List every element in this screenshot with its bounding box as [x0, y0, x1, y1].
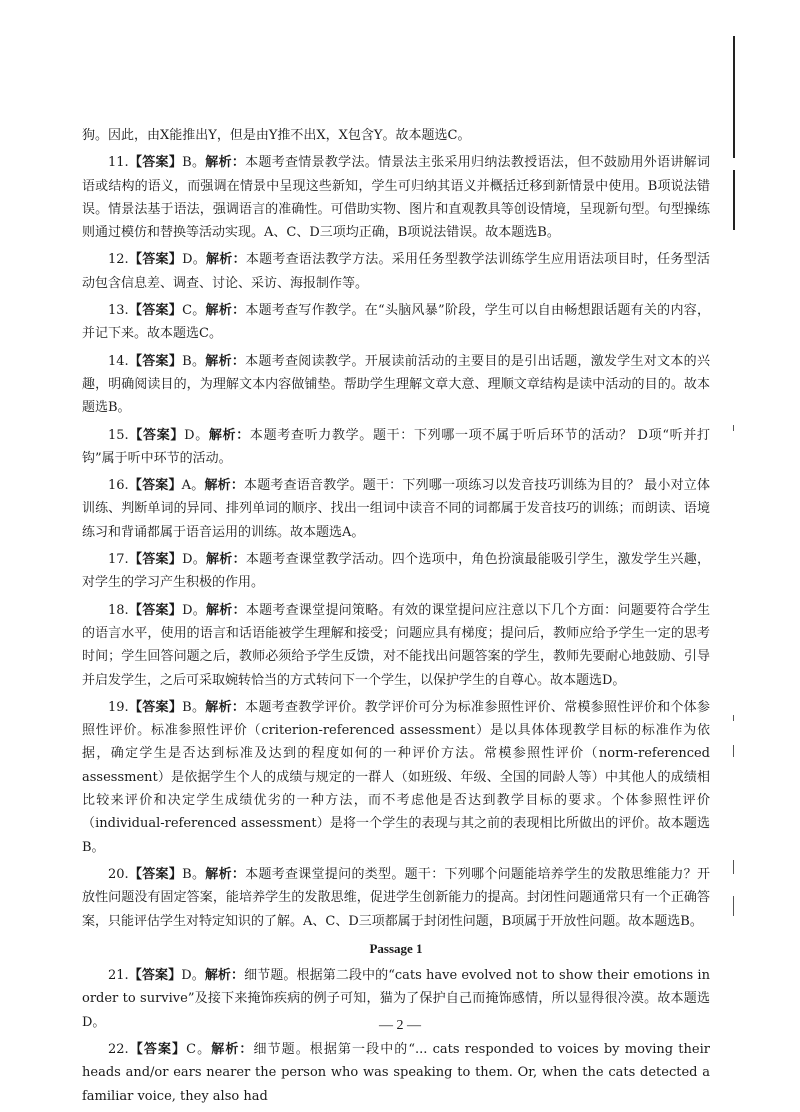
answer-value: D。: [184, 427, 209, 443]
question-number: 22.: [108, 1041, 129, 1057]
answer-bracket-open: 【: [128, 353, 143, 369]
scan-edge-line: [733, 170, 735, 230]
answer-paragraph: [82, 474, 710, 544]
answer-bracket-close: 】: [168, 602, 183, 618]
answer-label: 答案: [143, 1041, 173, 1057]
analysis-label: 解析：: [208, 427, 250, 443]
answer-bracket-open: 【: [128, 866, 143, 882]
answer-bracket-close: 】: [172, 1041, 187, 1057]
answer-bracket-close: 】: [168, 968, 182, 984]
answer-bracket-close: 】: [168, 155, 183, 171]
analysis-label: 解析：: [205, 866, 246, 882]
scan-edge-mark: [733, 860, 734, 874]
question-number: 17.: [108, 552, 129, 568]
answer-paragraph: [82, 424, 710, 471]
answer-paragraph: [82, 599, 710, 692]
answer-bracket-open: 【: [128, 155, 143, 171]
answer-text-body: [82, 124, 710, 1112]
analysis-text: 本题考查语法教学方法。采用任务型教学法训练学生应用语法项目时，任务型活动包含信息差、调查、讨论、采访、海报制作等。: [82, 252, 710, 291]
scan-edge-line: [733, 36, 735, 158]
answer-label: 答案: [142, 866, 169, 882]
analysis-text: 本题考查情景教学法。情景法主张采用归纳法教授语法，但不鼓励用外语讲解词语或结构的语义，而强调在情景中呈现这些新知，学生可归纳其语义并概括迁移到新情景中使用。B项说法错误。情景法基于语法，强调语言的准确性。可借助实物、图片和直观教具等创设情境，呈现新句型。句型操练则通过模仿和替换等活动实现。A、C、D三项均正确，B项说法错误。故本题选B。: [82, 155, 710, 241]
answer-label: 答案: [142, 353, 169, 369]
answer-bracket-close: 】: [168, 303, 183, 319]
analysis-text: 本题考查课堂教学活动。四个选项中，角色扮演最能吸引学生，激发学生兴趣，对学生的学习产生积极的作用。: [82, 552, 710, 591]
analysis-text: 细节题。根据第二段中的“cats have evolved not to show their emotions in order to survive”及接下来掩饰疾病的例子可知，猫为了保护自己而掩饰感情，所以显得很冷漠。故本题选D。: [82, 968, 710, 1030]
question-number: 15.: [108, 427, 129, 443]
question-number: 16.: [108, 478, 129, 494]
answer-bracket-close: 】: [168, 552, 183, 568]
analysis-label: 解析：: [205, 353, 246, 369]
scan-edge-mark: [733, 896, 734, 916]
question-number: 21.: [108, 968, 129, 984]
analysis-text: 本题考查语音教学。题干：下列哪一项练习以发音技巧训练为目的？ 最小对立体训练、判断单词的异同、排列单词的顺序、找出一组词中读音不同的词都属于发音技巧的训练；而朗读、语境练习和背诵都属于语音运用的训练。故本题选A。: [82, 478, 710, 540]
answer-bracket-open: 【: [128, 303, 143, 319]
page-number: — 2 —: [379, 1018, 421, 1033]
scan-edge-mark: [733, 425, 734, 431]
analysis-label: 解析：: [206, 552, 246, 568]
passage-answer-list: [82, 964, 710, 1108]
answer-paragraph: [82, 248, 710, 295]
analysis-label: 解析：: [211, 1041, 254, 1057]
analysis-text: 狗。因此，由X能推出Y，但是由Y推不出X，X包含Y。故本题选C。: [82, 128, 471, 143]
answer-value: D。: [182, 552, 207, 568]
answer-paragraph: [82, 151, 710, 244]
answer-value: D。: [182, 252, 207, 268]
answer-label: 答案: [142, 478, 169, 494]
scan-edge-mark: [733, 745, 734, 757]
answer-bracket-open: 【: [128, 1041, 144, 1057]
answer-value: C。: [186, 1041, 212, 1057]
answer-paragraph: [82, 548, 710, 595]
answer-value: D。: [182, 602, 207, 618]
analysis-text: 本题考查听力教学。题干：下列哪一项不属于听后环节的活动？ D项“听并打钩”属于听中环节的活动。: [82, 427, 710, 466]
question-number: 18.: [108, 602, 129, 618]
answer-bracket-close: 】: [168, 699, 183, 715]
answer-label: 答案: [142, 252, 169, 268]
answer-label: 答案: [142, 602, 169, 618]
passage-heading: Passage 1: [369, 940, 423, 956]
answer-bracket-open: 【: [128, 252, 143, 268]
answer-value: D。: [181, 968, 205, 984]
answer-bracket-open: 【: [128, 427, 144, 443]
answer-value: B。: [182, 155, 206, 171]
analysis-text: 本题考查写作教学。在“头脑风暴”阶段，学生可以自由畅想跟话题有关的内容，并记下来。故本题选C。: [82, 303, 710, 342]
answer-bracket-close: 】: [168, 866, 183, 882]
analysis-label: 解析：: [205, 699, 246, 715]
answer-paragraph: [82, 299, 710, 346]
analysis-label: 解析：: [205, 303, 246, 319]
answer-paragraph: [82, 863, 710, 933]
answer-bracket-close: 】: [170, 427, 185, 443]
answer-paragraph: [82, 696, 710, 859]
analysis-label: 解析：: [206, 252, 246, 268]
answer-value: B。: [182, 699, 206, 715]
answer-paragraph: [82, 1038, 710, 1108]
answer-bracket-open: 【: [128, 699, 143, 715]
question-number: 19.: [108, 699, 129, 715]
answer-bracket-open: 【: [128, 968, 142, 984]
answer-label: 答案: [142, 155, 169, 171]
analysis-label: 解析：: [205, 155, 246, 171]
answer-value: B。: [182, 353, 206, 369]
analysis-text: 本题考查教学评价。教学评价可分为标准参照性评价、常模参照性评价和个体参照性评价。标准参照性评价（criterion-referenced assessment）是以具体体现教学目标的标准作为依据，确定学生是否达到标准及达到的程度如何的一种评价方法。常模参照性评价（norm-referenced assessment）是依据学生个人的成绩与规定的一群人（如班级、年级、全国的同龄人等）中其他人的成绩相比较来评价和决定学生成绩优劣的一种方法，而不考虑他是否达到教学目标的要求。个体参照性评价（individual-referenced assessment）是将一个学生的表现与其之前的表现相比所做出的评价。故本题选B。: [82, 699, 710, 855]
answer-bracket-open: 【: [128, 478, 143, 494]
answer-value: B。: [182, 866, 206, 882]
analysis-label: 解析：: [204, 968, 245, 984]
answer-label: 答案: [141, 968, 169, 984]
answer-value: C。: [182, 303, 206, 319]
answer-label: 答案: [143, 427, 171, 443]
answer-label: 答案: [142, 303, 169, 319]
answer-label: 答案: [142, 552, 169, 568]
answer-bracket-close: 】: [168, 478, 182, 494]
analysis-label: 解析：: [206, 602, 246, 618]
answer-bracket-open: 【: [128, 552, 143, 568]
question-number: 14.: [108, 353, 129, 369]
answer-paragraph-list: [82, 124, 710, 933]
answer-paragraph: [82, 124, 710, 147]
analysis-text: 细节题。根据第一段中的“... cats responded to voices by moving their heads and/or ears nearer the person who was speaking to them. Or, when the cats detected a familiar voice, they also had: [82, 1041, 710, 1104]
answer-bracket-close: 】: [168, 252, 183, 268]
answer-bracket-close: 】: [168, 353, 183, 369]
analysis-text: 本题考查阅读教学。开展读前活动的主要目的是引出话题，激发学生对文本的兴趣，明确阅读目的，为理解文本内容做铺垫。帮助学生理解文章大意、理顺文章结构是读中活动的目的。故本题选B。: [82, 353, 710, 416]
question-number: 13.: [108, 303, 129, 319]
analysis-text: 本题考查课堂提问策略。有效的课堂提问应注意以下几个方面：问题要符合学生的语言水平，使用的语言和话语能被学生理解和接受；问题应具有梯度；提问后，教师应给予学生一定的思考时间；学生回答问题之后，教师必须给予学生反馈，对不能找出问题答案的学生，教师先要耐心地鼓励、引导并启发学生，之后可采取婉转恰当的方式转问下一个学生，以保护学生的自尊心。故本题选D。: [82, 602, 710, 688]
answer-value: A。: [181, 478, 205, 494]
scan-edge-mark: [733, 715, 734, 721]
answer-label: 答案: [142, 699, 169, 715]
answer-paragraph: [82, 350, 710, 420]
question-number: 20.: [108, 866, 129, 882]
question-number: 12.: [108, 252, 129, 268]
question-number: 11.: [108, 155, 129, 171]
answer-bracket-open: 【: [128, 602, 143, 618]
analysis-text: 本题考查课堂提问的类型。题干：下列哪个问题能培养学生的发散思维能力？开放性问题没有固定答案，能培养学生的发散思维，促进学生创新能力的提高。封闭性问题通常只有一个正确答案，只能评估学生对特定知识的了解。A、C、D三项都属于封闭性问题，B项属于开放性问题。故本题选B。: [82, 866, 710, 929]
analysis-label: 解析：: [204, 478, 245, 494]
